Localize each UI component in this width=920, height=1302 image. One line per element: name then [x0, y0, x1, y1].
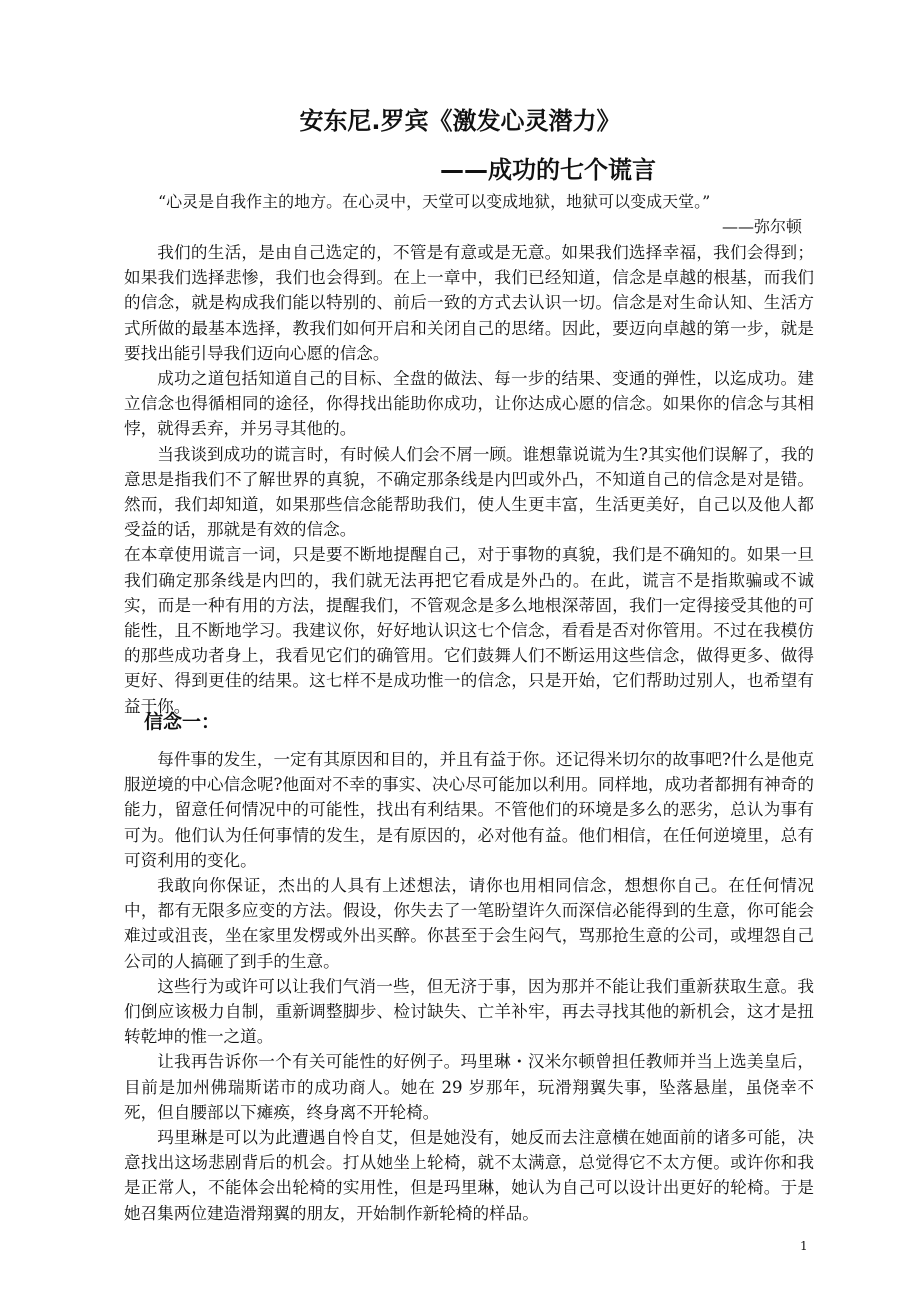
paragraph: 每件事的发生，一定有其原因和目的，并且有益于你。还记得米切尔的故事吧?什么是他克服逆境的中心信念呢?他面对不幸的事实、决心尽可能加以利用。同样地，成功者都拥有神奇的能力，留意任何情况中的可能性，找出有利结果。不管他们的环境是多么的恶劣，总认为事有可为。他们认为任何事情的发生，是有原因的，必对他有益。他们相信，在任何逆境里，总有可资利用的变化。	[124, 750, 814, 870]
paragraph: 我敢向你保证，杰出的人具有上述想法，请你也用相同信念，想想你自己。在任何情况中，都有无限多应变的方法。假设，你失去了一笔盼望许久而深信必能得到的生意，你可能会难过或沮丧，坐在家里发楞或外出买醉。你甚至于会生闷气，骂那抢生意的公司，或埋怨自己公司的人搞砸了到手的生意。	[124, 876, 814, 971]
page-number: 1	[800, 1239, 808, 1253]
paragraph: 我们的生活，是由自己选定的，不管是有意或是无意。如果我们选择幸福，我们会得到；如果我们选择悲惨，我们也会得到。在上一章中，我们已经知道，信念是卓越的根基，而我们的信念，就是构成我们能以特别的、前后一致的方式去认识一切。信念是对生命认知、生活方式所做的最基本选择，教我们如何开启和关闭自己的思绪。因此，要迈向卓越的第一步，就是要找出能引导我们迈向心愿的信念。	[124, 243, 814, 363]
body-section-intro	[124, 240, 814, 719]
document-title: 安东尼.罗宾《激发心灵潜力》	[299, 107, 621, 135]
paragraph: 当我谈到成功的谎言时，有时候人们会不屑一顾。谁想靠说谎为生?其实他们误解了，我的意思是指我们不了解世界的真貌，不确定那条线是内凹或外凸，不知道自己的信念是对是错。然而，我们却知道，如果那些信念能帮助我们，使人生更丰富，生活更美好，自己以及他人都受益的话，那就是有效的信念。	[124, 444, 814, 540]
paragraph: 成功之道包括知道自己的目标、全盘的做法、每一步的结果、变通的弹性，以迄成功。建立信念也得循相同的途径，你得找出能助你成功，让你达成心愿的信念。如果你的信念与其相悖，就得丢弃，并另寻其他的。	[124, 369, 814, 439]
paragraph: 这些行为或许可以让我们气消一些，但无济于事，因为那并不能让我们重新获取生意。我们倒应该极力自制，重新调整脚步、检讨缺失、亡羊补牢，再去寻找其他的新机会，这才是扭转乾坤的惟一之道。	[124, 976, 814, 1047]
epigraph-author: ——弥尔顿	[722, 217, 803, 236]
body-section-belief-one	[124, 747, 814, 1226]
epigraph-quote: “心灵是自我作主的地方。在心灵中，天堂可以变成地狱，地狱可以变成天堂。”	[158, 192, 711, 211]
document-subtitle: ——成功的七个谎言	[440, 156, 656, 184]
section-heading: 信念一：	[144, 711, 221, 733]
paragraph: 让我再告诉你一个有关可能性的好例子。玛里琳・汉米尔顿曾担任教师并当上选美皇后，目前是加州佛瑞斯诺市的成功商人。她在 29 岁那年，玩滑翔翼失事，坠落悬崖，虽侥幸不死，但自腰部以下瘫痪，终身离不开轮椅。	[124, 1052, 814, 1122]
paragraph: 玛里琳是可以为此遭遇自怜自艾，但是她没有，她反而去注意横在她面前的诸多可能，决意找出这场悲剧背后的机会。打从她坐上轮椅，就不太满意，总觉得它不太方便。或许你和我是正常人，不能体会出轮椅的实用性，但是玛里琳，她认为自己可以设计出更好的轮椅。于是她召集两位建造滑翔翼的朋友，开始制作新轮椅的样品。	[124, 1128, 814, 1223]
paragraph: 在本章使用谎言一词，只是要不断地提醒自己，对于事物的真貌，我们是不确知的。如果一旦我们确定那条线是内凹的，我们就无法再把它看成是外凸的。在此，谎言不是指欺骗或不诚实，而是一种有用的方法，提醒我们，不管观念是多么地根深蒂固，我们一定得接受其他的可能性，且不断地学习。我建议你，好好地认识这七个信念，看看是否对你管用。不过在我模仿的那些成功者身上，我看见它们的确管用。它们鼓舞人们不断运用这些信念，做得更多、做得更好、得到更佳的结果。这七样不是成功惟一的信念，只是开始，它们帮助过别人，也希望有益于你。	[124, 545, 814, 716]
